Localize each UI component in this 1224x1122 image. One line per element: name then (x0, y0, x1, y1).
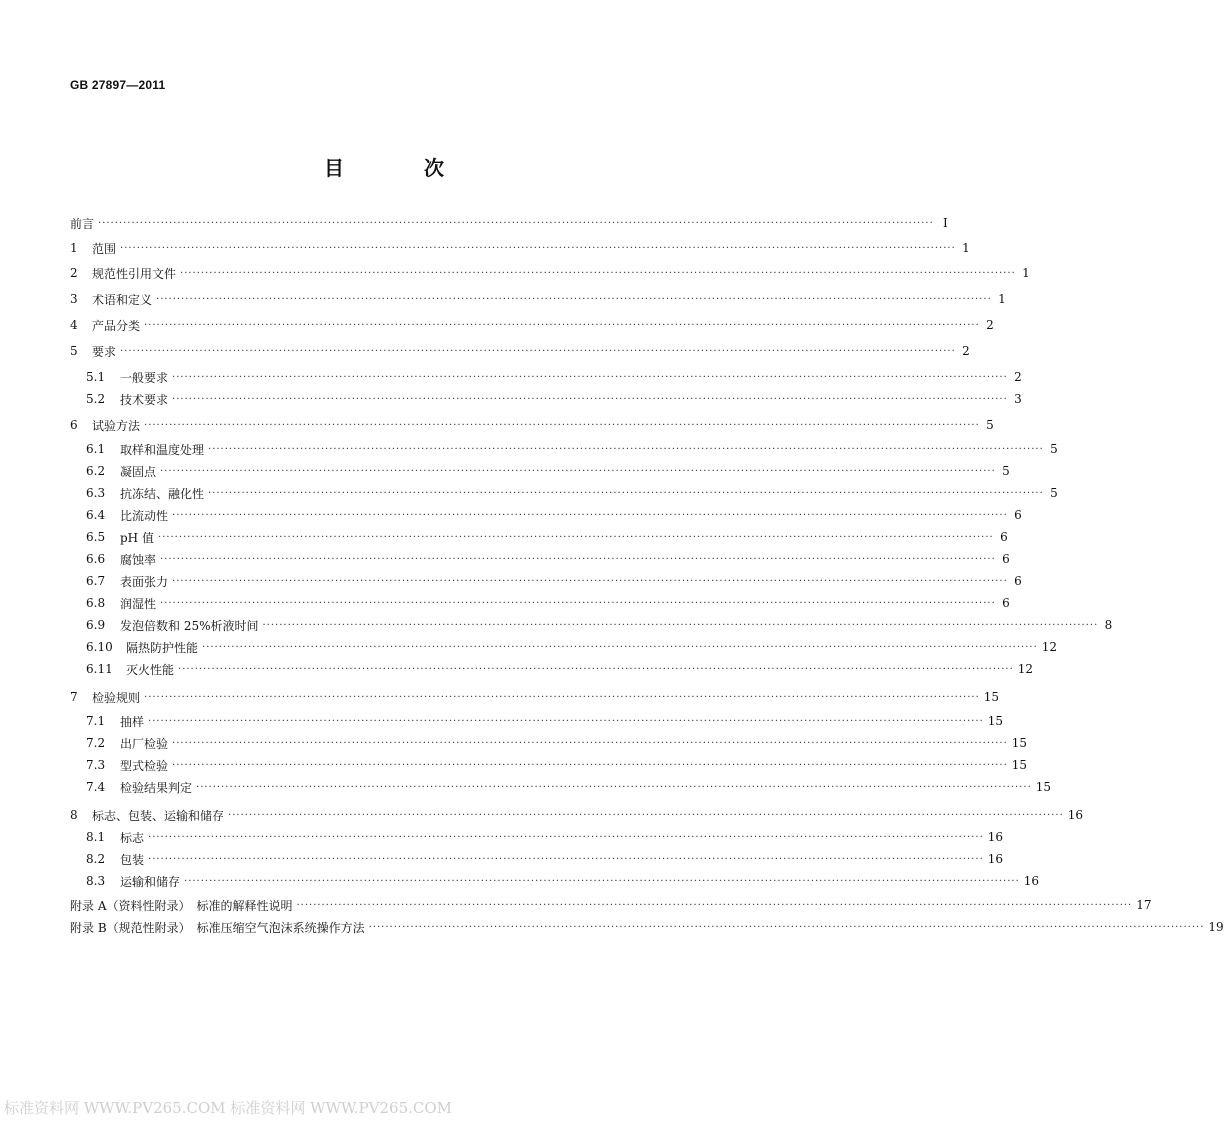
toc-entry-page: Ⅰ (943, 216, 948, 230)
toc-entry-page: 12 (1017, 662, 1034, 676)
toc-entry[interactable] (70, 918, 1224, 936)
toc-entry-label: 要求 (92, 344, 117, 359)
toc-entry-number: 6.7 (86, 574, 106, 588)
toc-entry-number: 8.2 (86, 852, 106, 866)
toc-entry-number: 5.1 (86, 370, 106, 384)
toc-entry[interactable] (70, 416, 994, 434)
leader-dots: ········································································································································································································ (172, 509, 1008, 521)
leader-dots: ········································································································································································································ (208, 487, 1044, 499)
toc-entry-number: 6 (70, 418, 78, 432)
toc-entry[interactable] (86, 616, 1113, 634)
toc-entry-page: 15 (1035, 780, 1052, 794)
toc-entry-label: 抗冻结、融化性 (120, 486, 205, 501)
toc-entry-number: 6.9 (86, 618, 106, 632)
toc-entry-label: 比流动性 (120, 508, 169, 523)
leader-dots: ········································································································································································································ (262, 619, 1099, 631)
leader-dots: ········································································································································································································ (202, 641, 1038, 653)
page-title: 目 次 (324, 156, 474, 180)
toc-entry[interactable] (86, 462, 1010, 480)
toc-entry-label: 灭火性能 (126, 662, 175, 677)
toc-entry-label: 检验结果判定 (120, 780, 193, 795)
toc-entry-page: 6 (1002, 552, 1010, 566)
toc-entry-page: 8 (1104, 618, 1113, 632)
toc-entry-label: 一般要求 (120, 370, 169, 385)
leader-dots: ········································································································································································································ (160, 597, 996, 609)
toc-entry-number: 7.1 (86, 714, 106, 728)
toc-entry[interactable] (86, 594, 1010, 612)
toc-entry-number: 6.10 (86, 640, 113, 654)
toc-entry-label: 前言 (70, 216, 95, 231)
toc-entry-label: 规范性引用文件 (92, 266, 177, 281)
toc-entry-number: 6.11 (86, 662, 113, 676)
toc-entry[interactable] (70, 688, 1000, 706)
toc-entry-label: 标志、包装、运输和储存 (92, 808, 225, 823)
toc-entry-label: 表面张力 (120, 574, 169, 589)
toc-entry-label: 型式检验 (120, 758, 169, 773)
leader-dots: ········································································································································································································ (172, 371, 1008, 383)
toc-entry-label: 抽样 (120, 714, 145, 729)
toc-entry[interactable] (70, 806, 1084, 824)
toc-entry-number: 8.3 (86, 874, 106, 888)
toc-entry-page: 12 (1041, 640, 1058, 654)
leader-dots: ········································································································································································································ (172, 393, 1008, 405)
leader-dots: ········································································································································································································ (148, 831, 984, 843)
toc-entry-label: 范围 (92, 241, 117, 256)
leader-dots: ········································································································································································································ (184, 875, 1020, 887)
toc-entry[interactable] (86, 756, 1028, 774)
toc-entry-label: 凝固点 (120, 464, 157, 479)
toc-entry-number: 7.2 (86, 736, 106, 750)
leader-dots: ········································································································································································································ (120, 242, 956, 254)
watermark: 标准资料网 WWW.PV265.COM 标准资料网 WWW.PV265.COM (4, 1099, 453, 1117)
toc-entry[interactable] (70, 896, 1152, 914)
toc-entry-number: 7 (70, 690, 78, 704)
toc-entry[interactable] (70, 214, 948, 232)
toc-entry-number: 5 (70, 344, 78, 358)
toc-entry-number: 3 (70, 292, 78, 306)
toc-entry-number: 8 (70, 808, 78, 822)
toc-entry-page: 5 (1050, 486, 1058, 500)
toc-entry[interactable] (86, 850, 1004, 868)
toc-entry-number: 6.3 (86, 486, 106, 500)
toc-entry-label: 出厂检验 (120, 736, 169, 751)
toc-entry-page: 2 (962, 344, 970, 358)
toc-entry-label: 润湿性 (120, 596, 157, 611)
toc-entry-page: 16 (987, 830, 1004, 844)
toc-entry[interactable] (86, 734, 1028, 752)
toc-entry-number: 7.4 (86, 780, 106, 794)
toc-entry-page: 16 (1067, 808, 1084, 822)
toc-entry-page: 6 (1002, 596, 1010, 610)
leader-dots: ········································································································································································································ (157, 531, 994, 543)
toc-entry-page: 1 (1022, 266, 1030, 280)
toc-entry-label: 包装 (120, 852, 145, 867)
leader-dots: ········································································································································································································ (144, 691, 980, 703)
toc-entry[interactable] (86, 440, 1058, 458)
toc-entry[interactable] (86, 528, 1008, 546)
leader-dots: ········································································································································································································ (144, 319, 980, 331)
toc-entry-number: 6.5 (86, 530, 106, 544)
leader-dots: ········································································································································································································ (148, 715, 984, 727)
toc-entry[interactable] (70, 316, 994, 334)
toc-entry-number: 1 (70, 241, 78, 255)
toc-entry-number: 6.4 (86, 508, 106, 522)
toc-entry[interactable] (86, 638, 1058, 656)
leader-dots: ········································································································································································································ (148, 853, 984, 865)
toc-entry-label: 取样和温度处理 (120, 442, 205, 457)
toc-entry[interactable] (86, 550, 1010, 568)
toc-entry[interactable] (70, 239, 970, 257)
toc-entry-page: 5 (1002, 464, 1010, 478)
toc-entry-label: 附录 A（资料性附录） 标准的解释性说明 (70, 898, 293, 913)
toc-entry-page: 3 (1014, 392, 1022, 406)
toc-entry-number: 6.8 (86, 596, 106, 610)
toc-entry-page: 6 (1000, 530, 1008, 544)
leader-dots: ········································································································································································································ (144, 419, 980, 431)
leader-dots: ········································································································································································································ (368, 921, 1205, 933)
toc-entry-number: 6.2 (86, 464, 106, 478)
toc-entry-label: 标志 (120, 830, 145, 845)
toc-entry-page: 15 (987, 714, 1004, 728)
toc-entry-number: 6.6 (86, 552, 106, 566)
leader-dots: ········································································································································································································ (228, 809, 1064, 821)
toc-entry-label: 发泡倍数和 25%析液时间 (120, 618, 259, 633)
standard-code: GB 27897—2011 (70, 78, 166, 92)
toc-entry-page: 6 (1014, 574, 1022, 588)
toc-entry-number: 6.1 (86, 442, 106, 456)
toc-entry[interactable] (86, 828, 1004, 846)
leader-dots: ········································································································································································································ (208, 443, 1044, 455)
leader-dots: ········································································································································································································ (172, 737, 1008, 749)
toc-entry-number: 8.1 (86, 830, 106, 844)
toc-entry-page: 15 (1011, 736, 1028, 750)
toc-entry[interactable] (86, 572, 1022, 590)
toc-entry[interactable] (86, 872, 1040, 890)
toc-entry-number: 2 (70, 266, 78, 280)
leader-dots: ········································································································································································································ (172, 759, 1008, 771)
toc-entry-page: 6 (1014, 508, 1022, 522)
toc-entry[interactable] (86, 712, 1004, 730)
toc-entry-number: 4 (70, 318, 78, 332)
toc-entry-label: 运输和储存 (120, 874, 181, 889)
toc-entry[interactable] (86, 368, 1022, 386)
toc-entry[interactable] (86, 484, 1058, 502)
leader-dots: ········································································································································································································ (160, 465, 996, 477)
leader-dots: ········································································································································································································ (178, 663, 1014, 675)
toc-entry[interactable] (86, 390, 1022, 408)
toc-entry-page: 16 (1023, 874, 1040, 888)
toc-entry-page: 15 (1011, 758, 1028, 772)
toc-entry-label: 术语和定义 (92, 292, 153, 307)
toc-entry[interactable] (86, 506, 1022, 524)
toc-entry[interactable] (86, 660, 1034, 678)
toc-entry-page: 5 (986, 418, 994, 432)
toc-entry-page: 2 (1014, 370, 1022, 384)
leader-dots: ········································································································································································································ (172, 575, 1008, 587)
toc-entry-label: 产品分类 (92, 318, 141, 333)
toc-entry-label: 试验方法 (92, 418, 141, 433)
toc-entry-label: pH 值 (120, 530, 154, 545)
toc-entry-number: 7.3 (86, 758, 106, 772)
toc-entry-label: 附录 B（规范性附录） 标准压缩空气泡沫系统操作方法 (70, 920, 365, 935)
leader-dots: ········································································································································································································ (98, 217, 934, 229)
toc-entry[interactable] (86, 778, 1052, 796)
toc-entry-page: 5 (1050, 442, 1058, 456)
toc-entry-label: 隔热防护性能 (126, 640, 199, 655)
toc-entry-page: 16 (987, 852, 1004, 866)
toc-entry[interactable] (70, 290, 1006, 308)
toc-entry-page: 1 (998, 292, 1006, 306)
toc-entry-page: 17 (1136, 898, 1152, 912)
toc-entry-label: 技术要求 (120, 392, 169, 407)
toc-entry-page: 2 (986, 318, 994, 332)
leader-dots: ········································································································································································································ (120, 345, 956, 357)
leader-dots: ········································································································································································································ (156, 293, 992, 305)
toc-entry-number: 5.2 (86, 392, 106, 406)
toc-entry[interactable] (70, 264, 1030, 282)
leader-dots: ········································································································································································································ (160, 553, 996, 565)
toc-entry-page: 1 (962, 241, 970, 255)
leader-dots: ········································································································································································································ (296, 899, 1133, 911)
toc-entry-page: 19 (1208, 920, 1224, 934)
toc-entry-label: 检验规则 (92, 690, 141, 705)
toc-entry-page: 15 (983, 690, 1000, 704)
toc-entry-label: 腐蚀率 (120, 552, 157, 567)
leader-dots: ········································································································································································································ (180, 267, 1016, 279)
leader-dots: ········································································································································································································ (196, 781, 1032, 793)
toc-entry[interactable] (70, 342, 970, 360)
